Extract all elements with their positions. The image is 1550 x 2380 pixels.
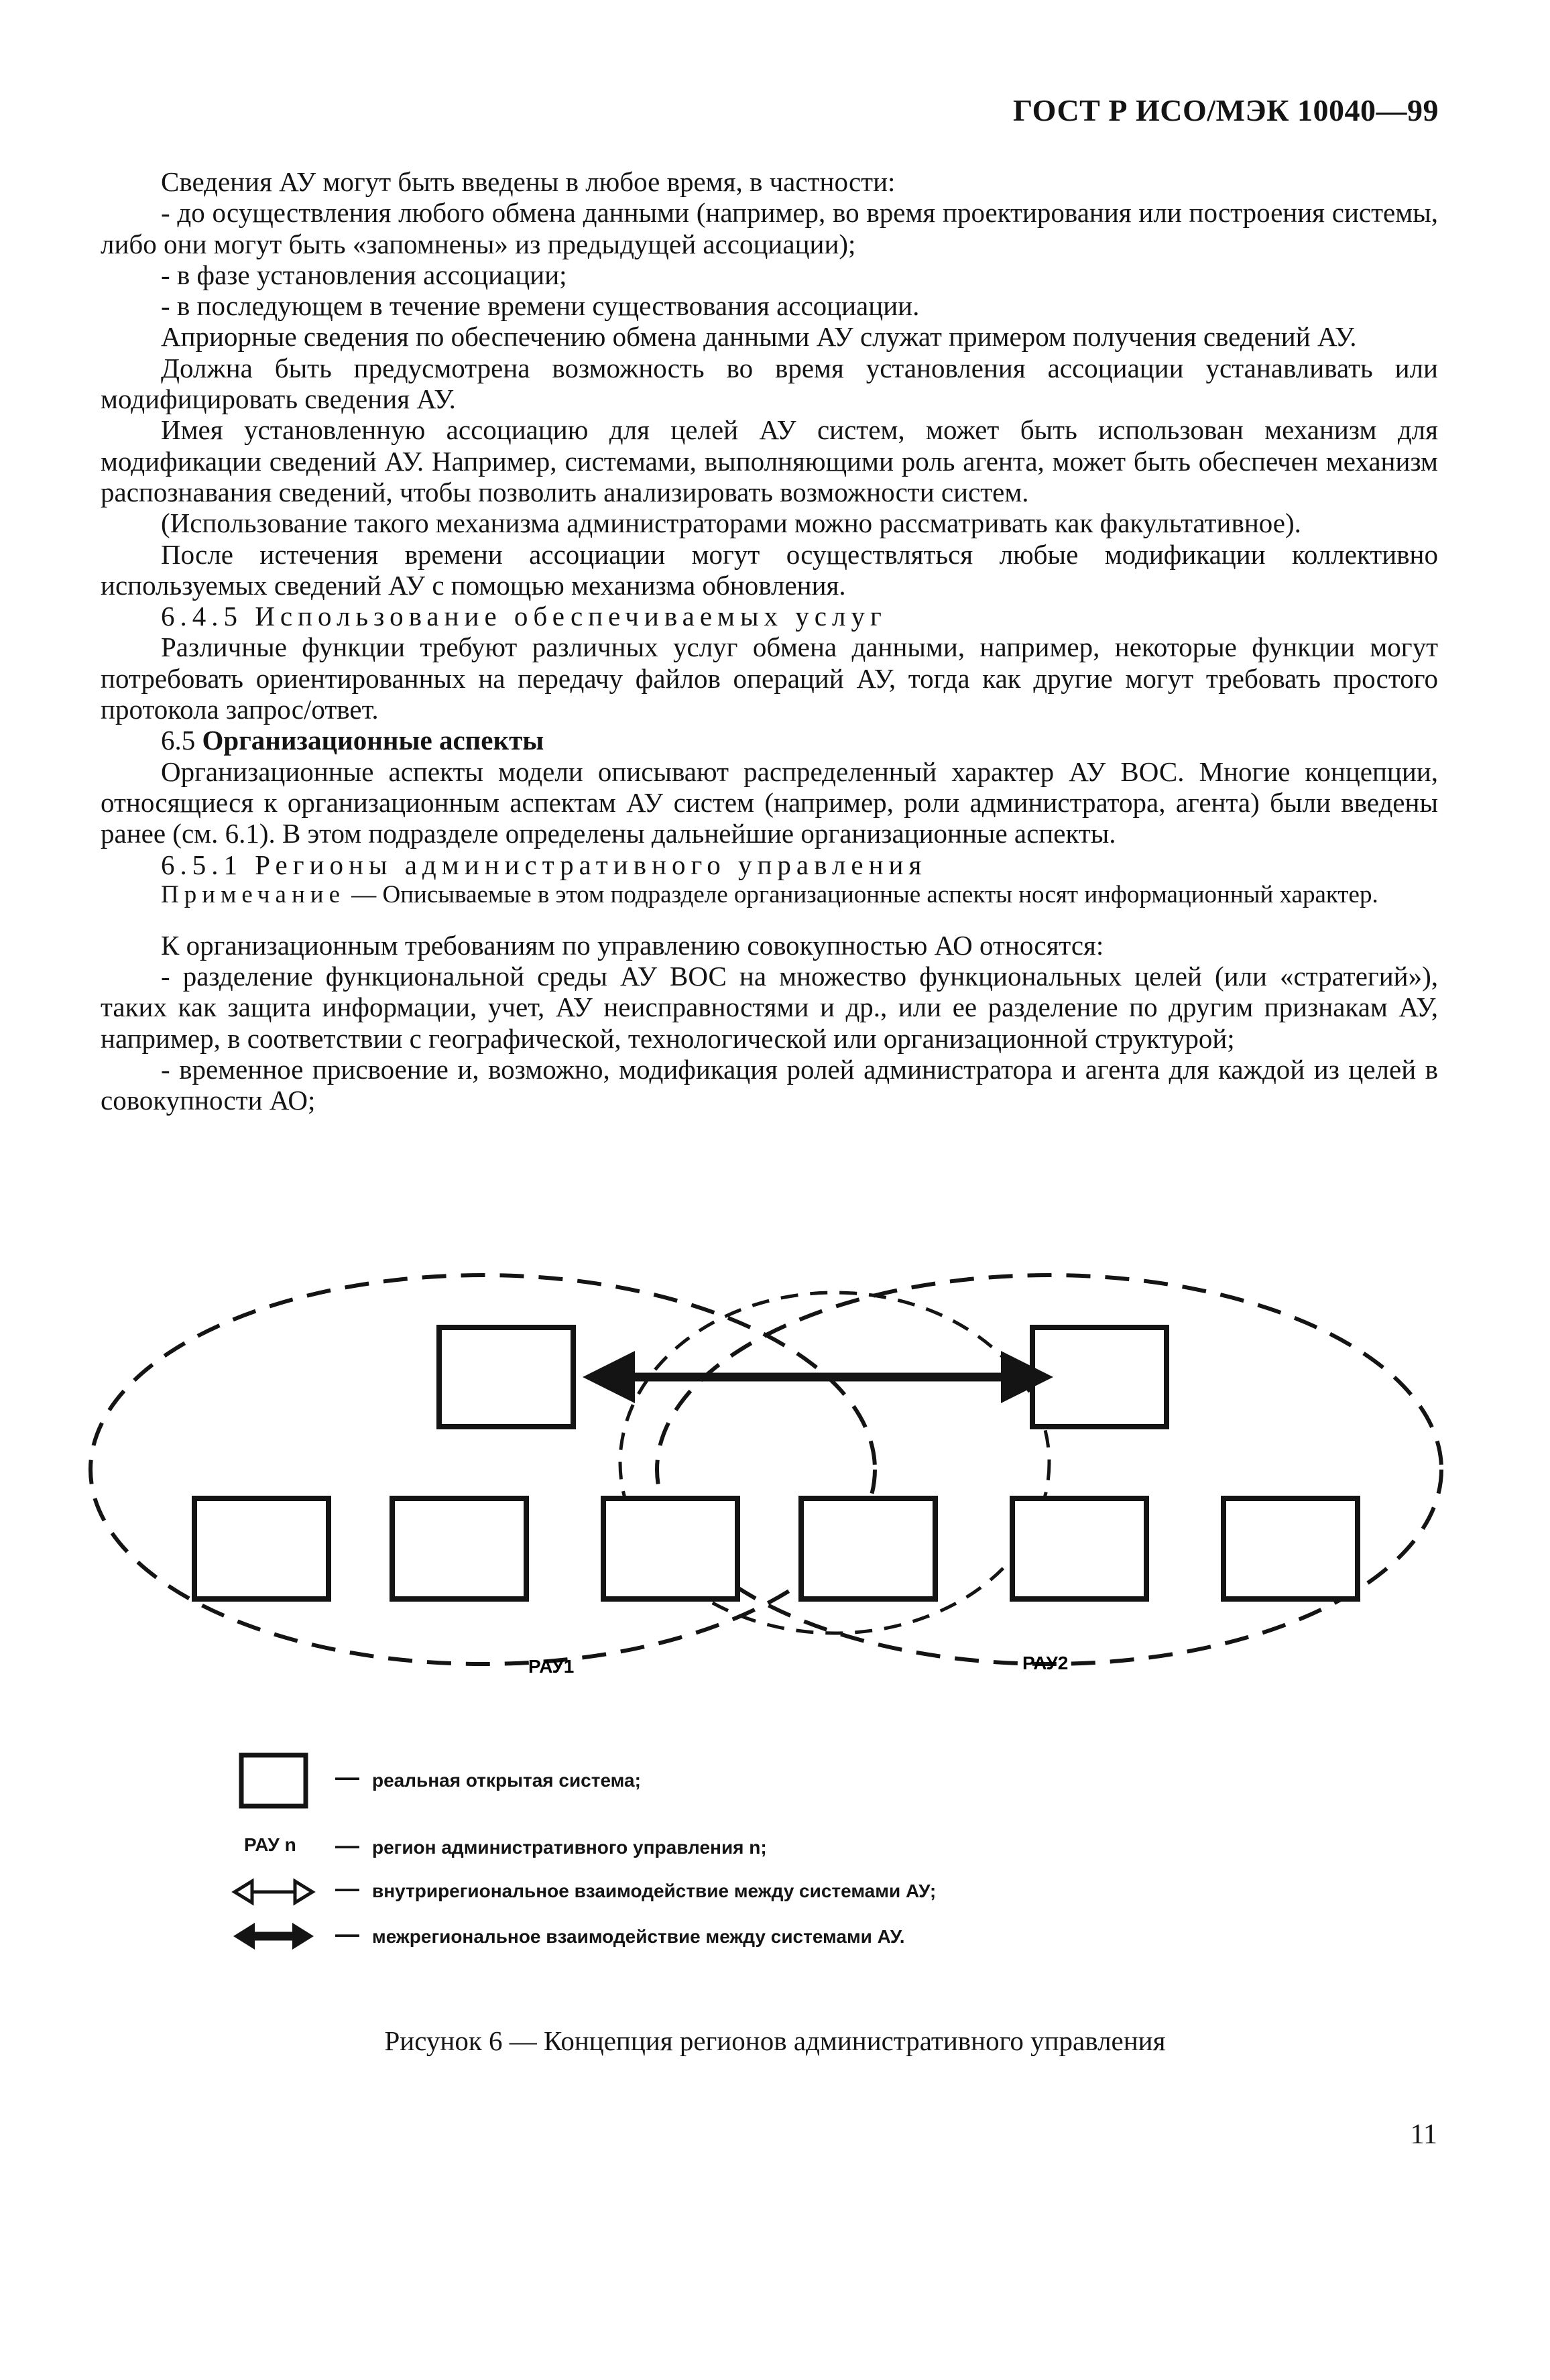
- open-system-box: [1012, 1498, 1146, 1599]
- paragraph: Должна быть предусмотрена возможность во время установления ассоциации устанавливать или модифицировать сведения АУ.: [101, 352, 1438, 415]
- region-2-label: РАУ2: [1022, 1653, 1069, 1673]
- legend-dash: —: [335, 1920, 359, 1948]
- section-title: Организационные аспекты: [202, 725, 544, 756]
- body-text: [101, 166, 1438, 1116]
- paragraph: К организационным требованиям по управлению совокупностью АО относятся:: [161, 929, 1104, 961]
- open-system-box: [1224, 1498, 1358, 1599]
- open-system-box: [439, 1327, 573, 1427]
- page-number: 11: [1410, 2119, 1437, 2150]
- paragraph: (Использование такого механизма администраторами можно рассматривать как факультативное).: [161, 508, 1301, 539]
- legend-rau-text: регион административного управления n;: [372, 1837, 767, 1858]
- open-system-box: [1032, 1327, 1167, 1427]
- note: [101, 880, 1438, 910]
- region-1-label: РАУ1: [528, 1656, 575, 1677]
- open-system-box: [194, 1498, 329, 1599]
- legend-inter-arrow-icon: [233, 1923, 314, 1950]
- standard-header: ГОСТ Р ИСО/МЭК 10040—99: [1013, 93, 1439, 127]
- open-system-box: [603, 1498, 737, 1599]
- note-label: Примечание: [161, 880, 345, 908]
- legend-rau-label: РАУ n: [244, 1834, 296, 1855]
- paragraph: Априорные сведения по обеспечению обмена данными АУ служат примером получения сведений АУ.: [161, 321, 1357, 353]
- paragraph: Организационные аспекты модели описывают распределенный характер АУ ВОС. Многие концепции, относящиеся к организационным аспектам АУ систем (например, роли администратора, агента) были введены ранее (см. 6.1). В этом подразделе определены дальнейшие организационные аспекты.: [101, 756, 1438, 849]
- section-heading-6-5-1: 6.5.1 Регионы административного управления: [161, 849, 927, 880]
- list-item: - разделение функциональной среды АУ ВОС на множество функциональных целей (или «стратегий»), таких как защита информации, учет, АУ неисправностями и др., или ее разделение по другим признакам АУ, например, в соответствии с географической, технологической или организационной структурой;: [101, 961, 1438, 1054]
- open-system-box: [801, 1498, 935, 1599]
- legend-dash: —: [335, 1875, 359, 1902]
- section-heading-6-4-5: 6.4.5 Использование обеспечиваемых услуг: [161, 601, 887, 632]
- legend-dash: —: [335, 1763, 359, 1791]
- note-text: — Описываемые в этом подразделе организационные аспекты носят информационный характер.: [345, 880, 1378, 908]
- open-system-box: [392, 1498, 526, 1599]
- legend-box-text: реальная открытая система;: [372, 1770, 641, 1791]
- paragraph: Различные функции требуют различных услуг обмена данными, например, некоторые функции могут потребовать ориентированных на передачу файлов операций АУ, тогда как другие могут требовать простого протокола запрос/ответ.: [101, 632, 1438, 725]
- paragraph: Имея установленную ассоциацию для целей АУ систем, может быть использован механизм для модификации сведений АУ. Например, системами, выполняющими роль агента, может быть обеспечен механизм распознавания сведений, чтобы позволить анализировать возможности систем.: [101, 414, 1438, 508]
- legend-intra-arrow-icon: [235, 1881, 312, 1903]
- list-item: - в последующем в течение времени существования ассоциации.: [161, 290, 920, 322]
- list-item: - временное присвоение и, возможно, модификация ролей администратора и агента для каждой из целей в совокупности АО;: [101, 1054, 1438, 1116]
- legend-inter-text: межрегиональное взаимодействие между системами АУ.: [372, 1926, 905, 1947]
- figure-caption: Рисунок 6 — Концепция регионов административного управления: [384, 2025, 1166, 2056]
- paragraph: Сведения АУ могут быть введены в любое время, в частности:: [161, 166, 896, 197]
- legend-dash: —: [335, 1832, 359, 1859]
- section-number: 6.5: [161, 725, 196, 756]
- legend-box-icon: [241, 1755, 306, 1806]
- section-heading-6-5: [101, 725, 1438, 756]
- paragraph: После истечения времени ассоциации могут осуществляться любые модификации коллективно используемых сведений АУ с помощью механизма обновления.: [101, 538, 1438, 601]
- legend-intra-text: внутрирегиональное взаимодействие между системами АУ;: [372, 1881, 937, 1901]
- list-item: - в фазе установления ассоциации;: [161, 259, 567, 290]
- list-item: - до осуществления любого обмена данными (например, во время проектирования или построения системы, либо они могут быть «запомнены» из предыдущей ассоциации);: [101, 197, 1438, 259]
- regions-diagram: [0, 1234, 1550, 1716]
